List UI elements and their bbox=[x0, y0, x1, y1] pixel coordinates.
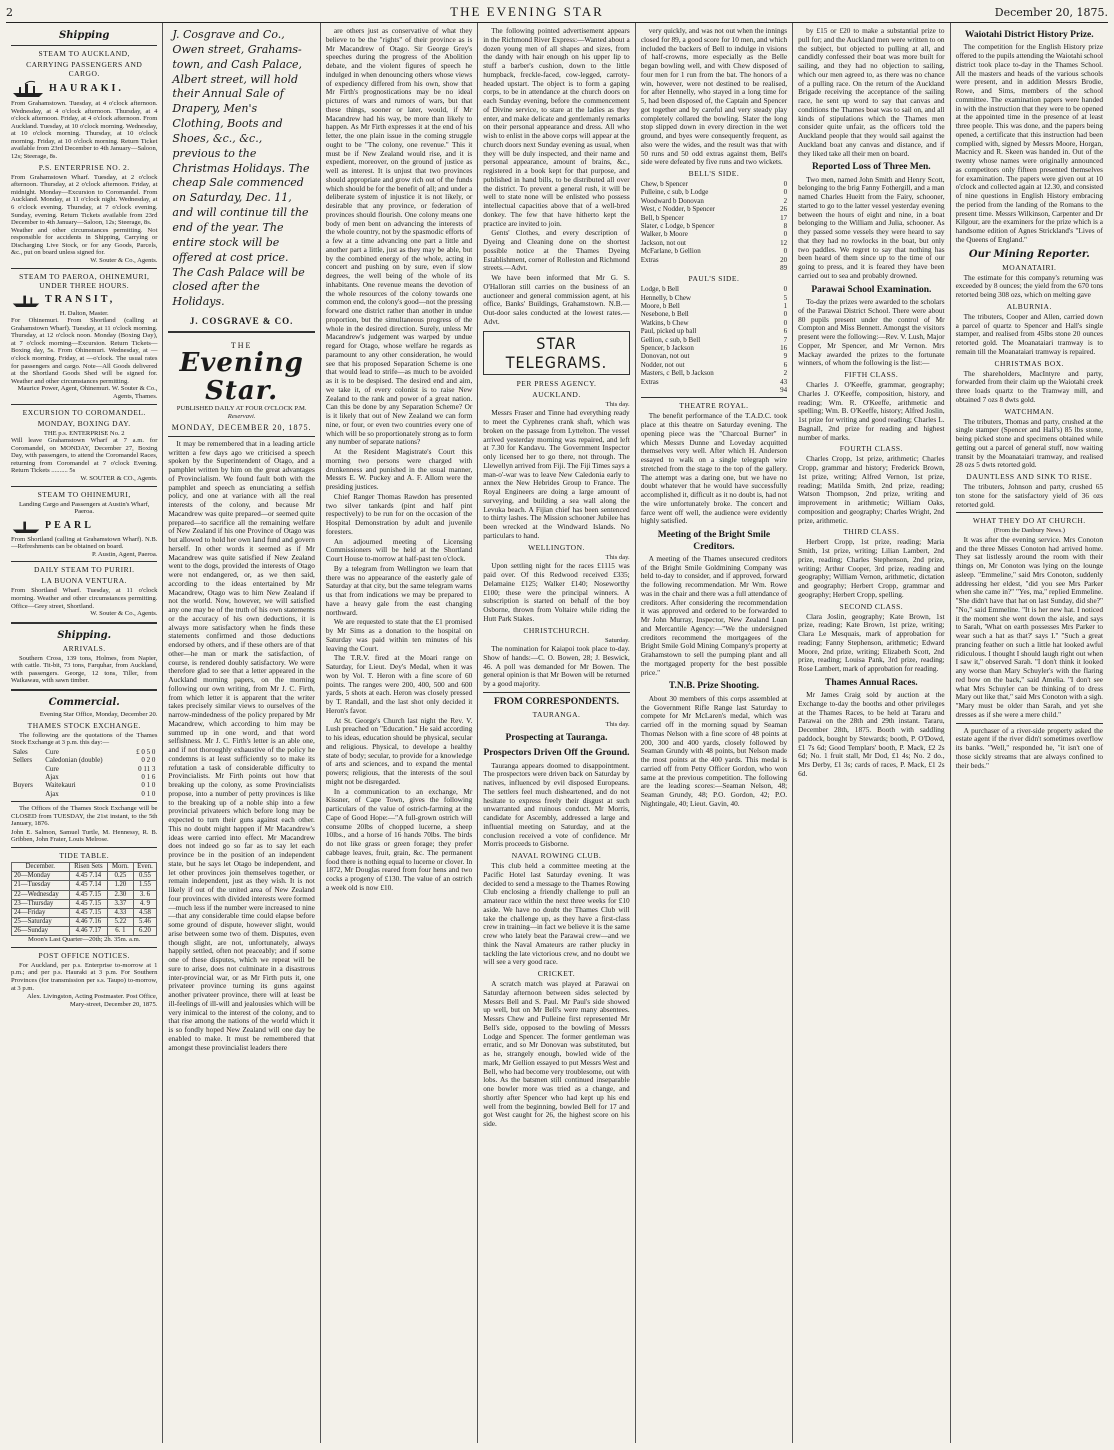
tide-row bbox=[12, 917, 157, 926]
fourth-class-body: Charles Cropp, 1st prize, arithmetic; Charles Cropp, grammar and history; Frederick Brown, 1st prize, writing; Alfred Vernon, 1st prize, reading; Matilda Smith, 2nd prize, reading; Watson Thompson, 2nd prize, writing and improvement in arithmetic; William Oaks, composition and geography; Charles Wright, 2nd prize, arithmetic. bbox=[798, 454, 945, 525]
transit-signature: Maurice Power, Agent, Ohinemuri. W. Souter & Co., Agents, Thames. bbox=[17, 385, 158, 400]
batsman: Jackson, not out bbox=[640, 238, 687, 247]
excursion-title: EXCURSION TO COROMANDEL. bbox=[22, 407, 146, 417]
scorecard-row bbox=[641, 319, 787, 327]
column-4-telegrams bbox=[478, 23, 635, 1443]
column-1-shipping bbox=[6, 23, 163, 1443]
batsman: Pulleine, c sub, b Lodge bbox=[640, 188, 709, 197]
star-telegrams-heading: STAR TELEGRAMS. bbox=[483, 331, 629, 375]
watchman-body: The tributers, Thomas and party, crushed at the single stamper (Spencer and Hall's) 85 lbs stone, being picked stone and specimens obtained while getting out a parcel of general stuff, now waiting transit by the Moanataiari tramway, and realised 28 ozs 5 dwts retorted gold. bbox=[955, 416, 1103, 470]
tide-cell: 4.45 7.15 bbox=[69, 908, 108, 917]
stock-cell bbox=[11, 765, 43, 773]
tide-cell: 4. 9 bbox=[133, 899, 157, 908]
third-class-body: Herbert Cropp, 1st prize, reading; Maria Smith, 1st prize, writing; Lilian Lambert, 2nd prize, reading; Charles Stephenson, 2nd prize, writing; Arthur Cooper, 3rd prize, reading and geography; William Vernon, arithmetic, dictation and geography; Herbert Cropp, grammar and geography; Herbert Cropp, spelling. bbox=[798, 537, 945, 599]
batsman: Bell, b Spencer bbox=[640, 213, 684, 222]
newspaper-title: THE EVENING STAR bbox=[450, 4, 604, 19]
exchange-members: John E. Salmon, Samuel Turtle, M. Hennessy, R. B. Gribben, John Frater, Louis Melrose. bbox=[11, 828, 158, 844]
batsman: Moore, b Bell bbox=[640, 302, 680, 311]
scorecard-row bbox=[641, 256, 787, 264]
batsman: Gellion, c sub, b Bell bbox=[640, 335, 701, 344]
tide-row bbox=[12, 899, 157, 908]
tide-cell: 1.55 bbox=[133, 881, 157, 890]
tide-cell: 23—Thursday bbox=[12, 899, 70, 908]
tide-header-cell: December. bbox=[12, 863, 70, 872]
pauls-side-scorecard bbox=[641, 285, 787, 394]
leader-dateline: MONDAY, DECEMBER 20, 1875. bbox=[171, 423, 312, 433]
batsman: Walker, b Moore bbox=[640, 230, 688, 239]
scorecard-row bbox=[641, 310, 787, 318]
tide-row bbox=[12, 872, 157, 881]
christchurch-heading: CHRISTCHURCH. bbox=[523, 625, 590, 635]
tide-header-cell: Even. bbox=[133, 863, 157, 872]
arrivals-body: Southern Cross, 139 tons, Holmes, from Napier, with cattle. Tit-bit, 73 tons, Farquhar, from Auckland, with passengers. George, 12 tons, Tiller, from Waikawau, with sawn timber. bbox=[11, 654, 158, 685]
batsman: Nesebone, b Bell bbox=[640, 310, 689, 319]
tide-cell: 6.20 bbox=[133, 927, 157, 936]
third-class-heading: THIRD CLASS. bbox=[843, 527, 900, 537]
runs: 0 bbox=[783, 188, 788, 197]
stock-cell: Sales bbox=[13, 747, 28, 756]
masthead bbox=[6, 4, 1108, 23]
batsman: McFarlane, b Gellion bbox=[640, 247, 701, 256]
runs: 6 bbox=[783, 327, 788, 336]
tide-cell: 21—Tuesday bbox=[12, 881, 70, 890]
tauranga-day: This day. bbox=[605, 721, 630, 729]
ship-name-transit: TRANSIT, bbox=[45, 293, 116, 305]
wellington-day: This day. bbox=[605, 553, 630, 561]
enterprise-note: Weather and other circumstances permitting. Not responsible for accidents in Shipping, Carrying or Discharging Live Stock, or for any Goods, Parcels, &c., put on board unless signed for. bbox=[11, 226, 158, 257]
scorecard-row bbox=[641, 361, 787, 369]
leader-continued: are others just as conservative of what they believe to be the "rights" of their province as is Mr Macandrew of Otago. Sir George Grey's speeches during the progress of the Abolition debate, and the violent figures of speech he indulged in when denouncing others whose views of expediency differed from his own, show that Mr Firth's prognostications may be no ideal pictures of wars and rumors of wars, but that these things, sooner or later, would, if Mr Macandrew had his way, be more than likely to happen. As Mr Firth expresses it at the end of his letter, the one plain issue in the coming struggle ought to be "The colony, one revenue." This it must be if New Zealand would rise, and it is expedient, moreover, on the ground of justice as well as interest. It is unjust that two provinces should appropriate and grow rich out of the funds which should be for the benefit of all; and under a deliberate system of injustice it is not likely, or desirable that any province, or federation of provinces should flourish. One colony means one body of men bent on advancing the interests of the whole country, not by the spasmodic efforts of a few at a time advancing one part a little and another part a little, just as they may be able, but by the combined energy of the whole, acting in concert and pushing on by sure, even if slow degrees, the well being of the whole of its inhabitants. One revenue means the devotion of the whole resources of the colony towards one common end, the colony's good—not the pressing forward one district rather than another in undue proportion, but the simultaneous progress of the whole in the desired direction. Surely, unless Mr Macandrew's judgement was warped by undue regard for Otago, whose welfare he regards as paramount to any other consideration, he would see that his proposed Separation Scheme is one that would lead to strife—as much to be avoided as it is to be despised. The desired end and aim, we take it, of every colonist is to raise New Zealand to the rank and power of a great nation. Can this be done by any Separation Scheme? Or is it likely that out of New Zealand we can form nine, or four, or even two countries every one of which will be so proportionately strong as to form any number of separate nations? bbox=[325, 26, 473, 447]
theatre-body: The benefit performance of the T.A.D.C. took place at this theatre on Saturday evening. The opening piece was the "Charcoal Burner" in which Messrs Dunne and Loveday acquitted themselves very well. After which H. Anderson essayed to walk on a single telegraph wire stretched from the stage to the top of the gallery. The attempt was a daring one, but we have no doubt whatever that he would have successfully accomplished it, difficult as it no doubt is, had not the wire unfortunately broke. The concert and farce went off well, the audience were evidently highly satisfied. bbox=[640, 411, 788, 526]
bells-side-heading: BELL'S SIDE. bbox=[688, 169, 740, 178]
news-weather: By a telegram from Wellington we learn that there was no appearance of the easterly gale of Saturday at that city, but the same telegram warns us that from indications we may be prepared to have a heavy gale from the east changing northward. bbox=[325, 563, 473, 617]
thames-races-heading: Thames Annual Races. bbox=[825, 677, 918, 688]
runs: 20 bbox=[780, 255, 788, 264]
ship-ad-pearl bbox=[11, 518, 157, 534]
stock-cell: Caledonian (double) bbox=[45, 756, 103, 765]
cosgrave-script-advert: J. Cosgrave and Co., Owen street, Grahams-town, and Cash Palace, Albert street, will hold their Annual Sale of Drapery, Men's Clothing, Boots and Shoes, &c., &c., previous to the Christmas Holidays. The cheap Sale commenced on Saturday, Dec. 11, and will continue till the end of the year. The entire stock will be offered at cost price. The Cash Palace will be closed after the Holidays. bbox=[172, 28, 310, 309]
puriri-signature: W. Souter & Co., Agents. bbox=[90, 610, 158, 618]
naval-rowing-heading: NAVAL ROWING CLUB. bbox=[511, 851, 602, 861]
scorecard-row bbox=[641, 327, 787, 335]
tide-cell: 2.30 bbox=[108, 890, 133, 899]
batsman: Extras bbox=[640, 255, 659, 264]
stock-cell: Cure bbox=[45, 747, 59, 756]
stock-row bbox=[11, 773, 157, 781]
dauntless-heading: DAUNTLESS AND SINK TO RISE. bbox=[966, 472, 1093, 482]
runs: 2 bbox=[783, 196, 788, 205]
scorecard-row bbox=[641, 294, 787, 302]
pearl-signature: P. Austin, Agent, Paeroa. bbox=[92, 550, 158, 558]
tide-cell: 1.20 bbox=[108, 881, 133, 890]
second-class-body: Clara Joslin, geography; Kate Brown, 1st prize, reading; Kate Brown, 1st prize, writing; Clara Le Mesquais, mark of approbation for reading; Fanny Stephenson, arithmetic; Edward Moore, 2nd prize, writing; Elizabeth Scott, 2nd prize, reading; Louisa Pank, 3rd prize, reading; Rose Lambert, mark of approbation for reading. bbox=[798, 611, 945, 674]
fifth-class-heading: FIFTH CLASS. bbox=[844, 370, 899, 380]
tide-row bbox=[12, 927, 157, 936]
runs: 6 bbox=[783, 360, 788, 369]
tide-cell: 26—Sunday bbox=[12, 927, 70, 936]
runs: 1 bbox=[783, 302, 788, 311]
scorecard-row bbox=[641, 239, 787, 247]
second-class-heading: SECOND CLASS. bbox=[839, 601, 904, 611]
news-hospital-donation: We are requested to state that the £1 promised by Mr Sims as a donation to the hospital on Saturday was paid within ten minutes of his leaving the Court. bbox=[325, 617, 473, 653]
stock-cell bbox=[11, 790, 43, 798]
runs: 7 bbox=[783, 335, 788, 344]
steamship-icon bbox=[11, 518, 41, 534]
scorecard-row bbox=[641, 214, 787, 222]
waiotahi-prize-body: The competition for the English History prize offered to the pupils attending the Waiotahi school district took place to-day in the Thames School. All the masters and heads of the various schools were present, and in addition Messrs Brodie, Rowe, and Sims, members of the school committee. The examination papers were handed in with the instruction that they were to be opened at the appointed time in the presence of at least three people. This was done, and the papers being opened, a certificate that this instruction had been complied with, signed by Messrs Moore, Horgan, Macnicy and R. Skeen was handed in. Out of the twenty whose names were originally announced as competitors only fifteen presented themselves for examination. The papers were given out at 10 o'clock and collected again at 12.30, and consisted of nine questions in English History embracing the period from the landing of the Romans to the present time. Messrs Wilkinson, Carpenter and Dr Kilgour, are the examiners for the prize which is a handsome edition of Agnes Strickland's "Lives of the Queens of England." bbox=[955, 42, 1103, 244]
scorecard-row bbox=[641, 369, 787, 377]
waiotahi-prize-heading: Waiotahi District History Prize. bbox=[964, 30, 1094, 40]
runs: 17 bbox=[780, 213, 788, 222]
commercial-heading: Commercial. bbox=[48, 697, 120, 709]
steamship-icon bbox=[11, 292, 41, 308]
tauranga-heading: TAURANGA. bbox=[532, 710, 581, 720]
stock-cell: £ 0 5 0 bbox=[136, 747, 156, 756]
tide-header-cell: Risen Sets bbox=[69, 863, 108, 872]
stock-quotes-table bbox=[11, 748, 157, 798]
scorecard-row bbox=[641, 230, 787, 238]
column-2-cosgrave-leader bbox=[163, 23, 320, 1443]
correspondents-heading: FROM CORRESPONDENTS. bbox=[493, 696, 620, 707]
reported-loss-heading: Reported Loss of Three Men. bbox=[812, 162, 931, 173]
tide-table bbox=[11, 862, 157, 936]
stock-cell: Ajax bbox=[45, 789, 59, 798]
bright-smile-body: A meeting of the Thames unsecured creditors of the Bright Smile Goldmining Company was held to-day to consider, and if approved, forward the following recommendation. Mr Wm. Rowe was in the chair and there was a full attendance of creditors. After considering the recommendation it was approved and ordered to be forwarded to Mr John Murray, Inspector, New Zealand Loan and Mercantile Agency:—"We the undersigned creditors recommend the mortgagees of the Bright Smile Gold Mining Company's property at Grahamstown to sell the pumping plant and all the mortgaged property for the best possible price." bbox=[640, 553, 788, 677]
nameplate-published: PUBLISHED DAILY AT FOUR O'CLOCK P.M. bbox=[176, 405, 307, 413]
scorecard-row bbox=[641, 205, 787, 213]
christmas-box-body: The shareholders, MacIntyre and party, forwarded from their claim up the Waiotahi creek three loads quartz to the Tramway mill, and obtained 7 ozs 8 dwts gold. bbox=[955, 368, 1103, 404]
prospecting-body: Tauranga appears doomed to disappointment. The prospectors were driven back on Saturday by natives, influenced by evil disposed Europeans. The settlers feel much disheartened, and do not hesitate to express freely their disgust at such unwarranted and ruinous conduct. Mr Morris, candidate for Ascembly, addressed a large and influential meeting on Saturday, and at the conclusion received a vote of confidence. Mr Morris proceeds to Gisborne. bbox=[483, 760, 630, 849]
exchange-title: THAMES STOCK EXCHANGE. bbox=[27, 720, 141, 730]
parawai-school-body: To-day the prizes were awarded to the scholars of the Parawai District School. There were about 80 pupils present under the control of Mr Compton and Miss Bennett. Amongst the visitors present were the following:—Rev. V. Lush, Major Copper, Mr Spencer, and Mr Vernon. Mrs Mackay awarded the prizes to the fortunate winners, of whom the following is the list:— bbox=[798, 297, 945, 368]
batsman: West, c Nodder, b Spencer bbox=[640, 205, 715, 214]
prospectors-heading: Prospectors Driven Off the Ground. bbox=[483, 748, 630, 759]
scorecard-row bbox=[641, 247, 787, 255]
excursion-signature: W. SOUTER & CO., Agents. bbox=[80, 474, 158, 482]
news-rifle-range: The T.R.V. fired at the Moari range on Saturday, for Lieut. Dey's Medal, when it was won by Vol. T. Heron with a fine score of 60 points. The ranges were 200, 400, 500 and 600 yards, 5 shots at each. Heron was closely pressed by T. Randall, and the last shot only decided it Heron's favor. bbox=[325, 653, 473, 715]
mining-reporter-heading: Our Mining Reporter. bbox=[968, 248, 1090, 260]
enterprise-title: P.S. ENTERPRISE NO. 2. bbox=[38, 162, 130, 172]
stock-row bbox=[11, 790, 157, 798]
stock-cell: 0 11 3 bbox=[138, 764, 156, 773]
columns bbox=[6, 23, 1108, 1443]
runs: 89 bbox=[780, 263, 788, 272]
post-office-body: For Auckland, per p.s. Enterprise to-morrow at 1 p.m.; and per p.s. Hauraki at 3 p.m. For Southern Provinces (for transmission per s.s. Taupo) to-morrow, at 3 p.m. bbox=[11, 961, 158, 992]
page-number: 2 bbox=[6, 6, 13, 19]
post-office-signature: Alex. Livingston, Acting Postmaster. Post Office, Mary-street, December 20, 1875. bbox=[26, 993, 158, 1008]
runs: 94 bbox=[780, 385, 788, 394]
scorecard-row bbox=[641, 352, 787, 360]
alburnia-body: The tributers, Cooper and Allen, carried down a parcel of quartz to Spencer and Hall's single stamper, and realised from 45lbs stone 20 ounces retorted gold. The Moanataiari tramway is to remain till the Moanataiari tramway is repaired. bbox=[955, 311, 1103, 356]
tnb-body: About 30 members of this corps assembled at the Government Rifle Range last Saturday to compete for Mr McLaren's medal, which was carried off in the morning squad by Seaman Thomas Nelson with a fine score of 48 points at 200, 300 and 400 yards, closely followed by Seaman Grundy with 48 points, but Nelson made the most points at the 400 yards. This medal is carried off from Petty Officer Gordon, who won same at the previous competition. The following are the leading scores:—Seaman Nelson, 48; Seaman Grundy, 48; P.O. Gordon, 42; P.O. Nightingale, 40; Lieut. Gavin, 40. bbox=[640, 693, 788, 808]
scorecard-row bbox=[641, 386, 787, 394]
runs: 26 bbox=[780, 205, 788, 214]
auckland-body: Messrs Fraser and Tinne had everything ready to meet the Cyphrenes crank shaft, which was broken on the passage from Lyttelton. The vessel arrived yesterday morning was repaired, and left at 7.30 for Kandavu. The Government Inspector only licensed her to go there, not through. The Llewellyn arrived from Fiji. The Fiji Times says a man-o'-war was to leave New Caledonia early to annex the New Hebrides Group to France. The Royal Engineers are doing a large amount of surveying, and building a sea wall along the Levuka beach. A Fijian chief has been sentenced to thirty lashes. The Mission schooner Jubilee has been wrecked at the Windward Islands. No particulars to hand. bbox=[483, 408, 630, 540]
runs: 0 bbox=[783, 247, 788, 256]
stock-cell: Ajax bbox=[45, 772, 59, 781]
issue-date: December 20, 1875. bbox=[994, 6, 1108, 19]
church-heading: WHAT THEY DO AT CHURCH. bbox=[972, 516, 1086, 526]
naval-rowing-body: This club held a committee meeting at the Pacific Hotel last Saturday evening. It was decided to send a message to the Thames Rowing Club enclosing a friendly challenge to pull an amateur race within the next three weeks for £10 aside. We have no doubt the Thames Club will take the challenge up, as they have a first-class crew in training—in fact we believe it is the same crew who lately beat the Parawai crew—and we think the Naval Amateurs are rather plucky in tackling the late victorious crew, and no doubt we will see a very good race. bbox=[483, 861, 630, 967]
bright-smile-heading: Meeting of the Bright Smile Creditors. bbox=[657, 530, 771, 552]
runs: 9 bbox=[783, 352, 788, 361]
paeroa-title: STEAM TO PAEROA, OHINEMURI, UNDER THREE HOURS. bbox=[19, 271, 150, 290]
stock-cell: Sellers bbox=[13, 756, 33, 765]
auckland-day: This day. bbox=[605, 400, 630, 408]
newspaper-nameplate bbox=[168, 341, 314, 420]
enterprise-schedule: From Grahamstown Wharf. Tuesday, at 2 o'clock afternoon. Thursday, at 2 o'clock afternoon. Friday, at midnight. Monday—Excursion to Coromandel. From Auckland. Monday, at 11 o'clock night. Wednesday, at 6 o'clock evening. Thursday, at 7 o'clock evening. Sunday, evening. Return Tickets available from 23rd December to 4th January—Saloon, 12s; Steerage, 8s. bbox=[11, 173, 158, 227]
scorecard-row bbox=[641, 180, 787, 188]
stock-cell: Cure bbox=[45, 764, 59, 773]
theatre-heading: THEATRE ROYAL. bbox=[679, 401, 749, 411]
news-education-sermon: At St. George's Church last night the Rev. V. Lush preached on "Education." He said according to his ideas, education should be physical, secular and religious. Physical, to develope a healthy state of body; secular, to provide for a knowledge of arts and sciences, and to expand the mental powers; religious, that the interests of the soul might not be disregarded. bbox=[325, 715, 473, 786]
tide-cell: 6. 1 bbox=[108, 927, 133, 936]
enterprise-signature: W. Souter & Co., Agents. bbox=[90, 256, 158, 264]
bells-side-scorecard bbox=[641, 180, 787, 272]
stock-row bbox=[11, 765, 157, 773]
batsman: Chew, b Spencer bbox=[640, 180, 688, 188]
tide-cell: 4.45 7.14 bbox=[69, 881, 108, 890]
runs: 0 bbox=[783, 318, 788, 327]
puriri-body: From Shortland Wharf. Tuesday, at 11 o'clock morning. Weather and other circumstances permitting. Office—Grey street, Shortland. bbox=[11, 587, 158, 610]
advt-auctioneer: We have been informed that Mr G. S. O'Halloran still carries on the business of an auctioneer and general commission agent, at his office, Banks' Buildings, Grahamstown. N.B.—Out-door sales conducted at the lowest rates.—Advt. bbox=[483, 273, 630, 326]
scorecard-row bbox=[641, 197, 787, 205]
tide-row bbox=[12, 890, 157, 899]
cricket-body: A scratch match was played at Parawai on Saturday afternoon between sides selected by Messrs Bell and S. Paul. Mr Paul's side showed up well, but on Mr Bell's were many absentees. Messrs Chew and Pulleine first represented Mr Bell's side, opposed to the bowling of Messrs Lodge and Spencer. The former gentleman was erratic, and so Mr Donovan was substituted, but as he, strangely enough, bowled wide of the mark, Mr Gellion essayed to put Messrs West and Bell, who had become very troublesome, out with lobs. As the batsmen still continued inseparable one bowler more was tried as a change, and shortly after Spencer who had kept up his end well from the beginning, bowled Bell for 17 and got West caught for 26, the highest score on his side. bbox=[483, 979, 630, 1129]
tide-header-cell: Morn. bbox=[108, 863, 133, 872]
news-ostrich-farming: In a communication to an exchange, Mr Kissner, of Cape Town, gives the following particulars of the value of ostrich-farming at the Cape of Good Hope:—"A full-grown ostrich will consume 20lbs of chopped lucerne, a sheep 10lbs., and a horse of 16 hands 70lbs. The birds do not like grass or green forage; they prefer cabbage leaves, fruit, grain, &c. The permanent food there is nothing equal to lucerne or clover. In 1872, Mr Douglas reared from four hens and two cocks a progeny of £130. The value of an ostrich a week old is now £10. bbox=[325, 786, 473, 892]
runs: 0 bbox=[783, 285, 788, 294]
moanataiari-body: The estimate for this company's returning was exceeded by 8 ounces; the yield from the 670 tons retorted being 308 ozs, which on melting gave bbox=[955, 272, 1103, 300]
tide-cell: 25—Saturday bbox=[12, 917, 70, 926]
puriri-sub: LA BUONA VENTURA. bbox=[41, 576, 128, 586]
batsman: Donovan, not out bbox=[640, 352, 690, 361]
scorecard-row bbox=[641, 188, 787, 196]
runs: 5 bbox=[783, 293, 788, 302]
commercial-dateline: Evening Star Office, Monday, December 20. bbox=[39, 711, 158, 719]
scorecard-row bbox=[641, 378, 787, 386]
steam-auckland-sub: CARRYING PASSENGERS AND CARGO. bbox=[26, 60, 143, 78]
stock-cell: Buyers bbox=[13, 781, 33, 790]
ship-ad-hauraki bbox=[11, 80, 157, 98]
tide-row bbox=[12, 908, 157, 917]
excursion-body: Will leave Grahamstown Wharf at 7 a.m. for Coromandel, on MONDAY, December 27, Boxing Day, with passengers, to attend the Coromandel Races, returning from Coromandel at 7 o'clock Evening. Return Tickets .......... 5s bbox=[11, 437, 158, 475]
tide-cell: 4.45 7.15 bbox=[69, 899, 108, 908]
runs: 0 bbox=[783, 180, 788, 188]
tide-cell: 4.45 7.14 bbox=[69, 872, 108, 881]
tnb-heading: T.N.B. Prize Shooting. bbox=[668, 681, 759, 692]
stock-cell: 0 2 0 bbox=[141, 756, 156, 765]
tide-cell: 4.46 7.17 bbox=[69, 927, 108, 936]
wellington-body: Upon settling night for the races £1115 was paid over. Of this Redwood received £335; Delamaine £125; Walker £140; Noseworthy £100; these were the principal winners. A subscription is started on behalf of the boy Osborne, thrown from Voltaire while riding the Hutt Park Stakes. bbox=[483, 561, 630, 623]
batsman: Slater, c Lodge, b Spencer bbox=[640, 221, 715, 230]
column-7-mining-church bbox=[951, 23, 1108, 1443]
post-office-title: POST OFFICE NOTICES. bbox=[38, 950, 130, 960]
ship-name-pearl: PEARL bbox=[45, 519, 94, 531]
cosgrave-signature: J. COSGRAVE & CO. bbox=[189, 316, 294, 327]
excursion-sub: MONDAY, BOXING DAY. bbox=[37, 418, 131, 428]
stock-cell: Waitekauri bbox=[45, 781, 76, 790]
christchurch-day: Saturday. bbox=[605, 636, 630, 644]
christchurch-body: The nomination for Kaiapoi took place to-day. Show of hands:—C. O. Bowen, 28; J. Beswick, 46. A poll was demanded for Mr Bowen. The general opinion is that Mr Bowen will be returned by a good majority. bbox=[483, 644, 630, 689]
stock-cell: 0 1 6 bbox=[141, 772, 156, 781]
christmas-box-heading: CHRISTMAS BOX. bbox=[994, 358, 1065, 368]
exchange-closed-notice: The Offices of the Thames Stock Exchange will be CLOSED from TUESDAY, the 21st instant, to the 5th January, 1876. bbox=[11, 805, 158, 828]
church-body: It was after the evening service. Mrs Conoton and the three Misses Conoton had arrived home. They sat listlessly around the room with their things on, Mr Conoton was lying on the lounge asleep. "Emmeline," said Mrs Conoton, suddenly addressing her eldest, "did you see Mrs Parker when she came in?" "Yes, ma," replied Emmeline. "She didn't have that hat on last Sunday, did she?" "No," said Emmeline. "It is her new hat. I noticed it the moment she went down the aisle, and says to Sarah, 'What on earth possesses Mrs Parker to wear such a hat as that?' says I." "Such a great prancing feather on such a little hat looked awful ridiculous. I thought I should laugh right out when I saw it," observed Sarah. "I don't think it looked any worse than Mary Schuyler's with the flaring red bow on the back," said Amelia. "I don't see what Mrs Schuyler can be thinking of to dress Mary out like that," said Mrs Conoton with a sigh. "Mary must be older than Sarah, and yet she dresses as if she were a mere child." bbox=[955, 534, 1103, 719]
batsman: Hennelly, b Chew bbox=[640, 293, 691, 302]
pearl-body: From Shortland (calling at Grahamstown Wharf). N.B.—Refreshments can be obtained on board. bbox=[11, 535, 158, 551]
cricket-heading: CRICKET. bbox=[537, 969, 576, 979]
steamship-icon bbox=[11, 80, 45, 98]
column-5-sport-theatre bbox=[636, 23, 793, 1443]
stock-cell: 0 1 0 bbox=[141, 781, 156, 790]
auckland-heading: AUCKLAND. bbox=[532, 389, 581, 399]
runs: 12 bbox=[780, 238, 788, 247]
tide-cell: 24—Friday bbox=[12, 908, 70, 917]
runs: 2 bbox=[783, 369, 788, 378]
tide-cell: 3.37 bbox=[108, 899, 133, 908]
column-3-local-news bbox=[321, 23, 478, 1443]
tide-row bbox=[12, 881, 157, 890]
scorecard-row bbox=[641, 344, 787, 352]
batsman: Woodward b Donovan bbox=[640, 196, 704, 205]
runs: 0 bbox=[783, 310, 788, 319]
runs: 8 bbox=[783, 221, 788, 230]
shipping-heading: Shipping bbox=[59, 30, 110, 41]
shipping-news-heading: Shipping. bbox=[57, 629, 112, 641]
tide-cell: 22—Wednesday bbox=[12, 890, 70, 899]
nameplate-title: Evening Star. bbox=[179, 348, 304, 406]
tide-cell: 4.58 bbox=[133, 908, 157, 917]
puriri-title: DAILY STEAM TO PURIRI. bbox=[33, 565, 135, 575]
news-rm-court: At the Resident Magistrate's Court this morning two persons were charged with drunkenness and punished in the usual manner, Messrs E. W. Puckey and A. F. Allom were the presiding justices. bbox=[325, 447, 473, 491]
watchman-heading: WATCHMAN. bbox=[1004, 406, 1055, 416]
parawai-school-heading: Parawai School Examination. bbox=[811, 284, 932, 295]
nameplate-the: THE bbox=[230, 340, 253, 350]
ohinemuri-sub: Landing Cargo and Passengers at Austin's Wharf, Paeroa. bbox=[19, 500, 150, 516]
ship-ad-transit bbox=[11, 292, 157, 308]
news-licensing: An adjourned meeting of Licensing Commissioners will be held at the Shortland Court House to-morrow at half-past ten o'clock. bbox=[325, 536, 473, 563]
church-source: (From the Danbury News.) bbox=[993, 527, 1065, 535]
moanataiari-heading: MOANATAIRI. bbox=[1002, 262, 1057, 272]
tide-cell: 4.45 7.15 bbox=[69, 890, 108, 899]
press-agency-sub: PER PRESS AGENCY. bbox=[516, 378, 597, 388]
scorecard-row bbox=[641, 264, 787, 272]
tide-cell: 5.22 bbox=[108, 917, 133, 926]
scorecard-row bbox=[641, 285, 787, 293]
batsman: Nodder, not out bbox=[640, 360, 685, 369]
tide-cell: 4.46 7.16 bbox=[69, 917, 108, 926]
batsman: Spencer, b Jackson bbox=[640, 344, 694, 353]
reported-loss-body: Two men, named John Smith and Henry Scott, belonging to the brig Fanny Fothergill, and a man named Charles Hueitt from the Fairy, schooner, started to go to the latter vessel yesterday evening between the hours of eight and nine, in a boat belonging to the William and Julia, schooner. As they passed some vessels they were heard to say that they had no rowlocks in the boat, but only two paddles. We regret to say that nothing has been heard of them since up to the time of our going to press, and it is feared they have been carried out to sea and probably drowned. bbox=[798, 174, 945, 280]
river-purchaser-body: A purchaser of a river-side property asked the estate agent if the river didn't sometimes overflow its banks. "Well," responded he, "it isn't one of those sickly streams that are always confined to their beds." bbox=[955, 725, 1103, 770]
stock-row bbox=[11, 748, 157, 756]
batsman: Masters, c Bell, b Jackson bbox=[640, 369, 714, 378]
exchange-intro: The following are the quotations of the Thames Stock Exchange at 3 p.m. this day:— bbox=[11, 731, 158, 747]
transit-master: H. Dalton, Master. bbox=[59, 309, 109, 317]
stock-cell bbox=[11, 773, 43, 781]
arrivals-heading: ARRIVALS. bbox=[62, 643, 106, 653]
nameplate-reserved: Reservavi. bbox=[227, 412, 256, 420]
runs: 43 bbox=[780, 377, 788, 386]
tide-cell: 3. 6 bbox=[133, 890, 157, 899]
excursion-ship: THE p.s. ENTERPRISE No. 2 bbox=[43, 429, 125, 437]
tide-cell: 20—Monday bbox=[12, 872, 70, 881]
pauls-side-heading: PAUL'S SIDE. bbox=[688, 274, 740, 284]
hauraki-schedule: From Grahamstown. Tuesday, at 4 o'clock afternoon. Wednesday, at 4 o'clock afternoon. Thursday, at 4 o'clock afternoon. Friday, at 4 o'clock afternoon. From Auckland. Tuesday, at 10 o'clock morning. Wednesday, at 10 o'clock morning. Thursday, at 10 o'clock morning. Friday, at 10 o'clock morning. Return Ticket available from 23rd December to 4th January—Saloon, 12s; Steerage, 8s. bbox=[11, 100, 158, 161]
thames-races-body: Mr James Craig sold by auction at the Exchange to-day the booths and other privileges at the Thames Races, to be held at Tararu and Parawai on the 28th and 29th instant. Tararu, December 28th, 1875. Booth with saddling paddock, bought by Stewards; booth, P. O'Dowd, £1 7s 6d; Good Templars' booth, P. Mack, £2 2s 6d; No. 1 fruit stall, Mr Dod, £1 4s; No. 2 do., Mrs Derby, £1 3s; cards of races, P. Mack, £1 2s 6d. bbox=[798, 690, 945, 778]
stock-cell: 0 1 0 bbox=[141, 789, 156, 798]
scorecard-row bbox=[641, 222, 787, 230]
tide-table-title: TIDE TABLE. bbox=[59, 851, 110, 861]
news-tankards: Chief Ranger Thomas Rawdon has presented two silver tankards (pint and half pint respectively) to be run for on the occasion of the Hospital Demonstration by adult and juvenile foresters. bbox=[325, 491, 473, 536]
runs: 0 bbox=[783, 230, 788, 239]
boat-race-continued: by £15 or £20 to make a substantial prize to pull for; and the Auckland men were written to on the subject, but objected to pulling at all, and candidly confessed their boat was more built for sailing, and they had no objection to sailing, which our men agreed to, as there was no chance of a pulling race. On the return of the Auckland Brigade receiving the acceptance of the sailing race, he sent up word to say that canvas and conditions the Thames boat was to sail on, and all kinds of stipulations which the Thames men consider quite unfair, as the officers told the Auckland people that they would sail against the Auckland boat any canvas and distance, and if they liked take all their men on board. bbox=[798, 26, 945, 158]
tide-cell: 0.55 bbox=[133, 872, 157, 881]
steam-auckland-title: STEAM TO AUCKLAND, bbox=[38, 49, 130, 58]
runs: 16 bbox=[780, 344, 788, 353]
transit-schedule: For Ohinemuri. From Shortland (calling at Grahamstown Wharf). Tuesday, at 11 o'clock morning. Thursday, at 12 o'clock noon. Monday (Boxing Day), at 7 o'clock morning—Excursion. Return Tickets—Boxing day, 5s. From Ohinemuri. Wednesday, at —o'clock morning. Friday, at —o'clock. The usual rates for passengers and cargo. Note—All Goods delivered at the Shortland Goods Shed will be signed for. Weather and other circumstances permitting. bbox=[11, 317, 158, 385]
batsman: Paul, picked up ball bbox=[640, 327, 697, 336]
dauntless-body: The tributers, Johnson and party, crushed 65 ton stone for the satisfactory yield of 36 ozs retorted gold. bbox=[955, 482, 1103, 509]
stock-row bbox=[11, 756, 157, 764]
ship-name-hauraki: HAURAKI. bbox=[49, 83, 124, 94]
prospecting-heading: Prospecting at Tauranga. bbox=[505, 732, 608, 743]
batsman: Watkins, b Chew bbox=[640, 318, 689, 327]
ohinemuri-title: STEAM TO OHINEMURI, bbox=[37, 489, 131, 499]
tide-cell: 5.46 bbox=[133, 917, 157, 926]
batsman: Lodge, b Bell bbox=[640, 285, 680, 294]
fifth-class-body: Charles J. O'Keeffe, grammar, geography; Charles J. O'Keeffe, composition, history, and reading; Wm. R. O'Keeffe, arithmetic and spelling; Wm. B. O'Keeffe, history; Alfred Joslin, 1st prize for writing and good reading; Charles L. Bagnall, 2nd prize for reading and highest number of marks. bbox=[798, 380, 945, 442]
cricket-continued: very quickly, and was not out when the innings closed for 89, a good score for 10 men, and which included the backers of Bell to indulge in visions of half-crowns, more especially as the Belle began bowling well, and with Chew disposed of four men for 1 run from the bat. The honors of a win, however, were not destined to be realised, for after Hennelly, who stayed in a long time for 5, had been disposed of, the Captain and Spencer got together and by careful and very steady play completely collared the bowling. Slater the long stop slipped down in every direction in the wet ground, and byes were consequently frequent, as also were the wides, and the result was that with 50 runs and 50 odd extras against them, Bell's side were defeated by five runs and two wickets. bbox=[640, 26, 788, 167]
fourth-class-heading: FOURTH CLASS. bbox=[839, 444, 903, 454]
batsman: Extras bbox=[640, 377, 659, 386]
alburnia-heading: ALBURNIA. bbox=[1006, 301, 1052, 311]
moon-phase: Moon's Last Quarter—20th; 2h. 35m. a.m. bbox=[28, 936, 141, 944]
tide-cell: 4.33 bbox=[108, 908, 133, 917]
news-gaping-corps: The following pointed advertisement appears in the Richmond River Express:—Wanted about a dozen young men of all shapes and sizes, from the dandy with hair enough on his upper lip to stuff a barber's cushion, down to the little humpback, freckle-faced, cow-legged, carroty-headed upstart. The object is to form a gaping corps, to be in attendance at the church doors on each Sunday evening, before the commencement of Divine service, to stare at the ladies as they enter, and make delicate and gentlemanly remarks on their personal appearance and dress. All who wish to enlist in the above corps will appear at the church doors next Sunday evening as usual, when they will be duly inspected, and their name and personal appearance, amount of brains, &c., registered in a book kept for that purpose, and published in hand bills, to be distributed all over the district. To prevent a general rush, it will be well to state none will be enlisted who possess intellectual capacities above that of a well-bred donkey. The few that have hitherto kept the practice are invited to join. bbox=[483, 26, 630, 228]
scorecard-row bbox=[641, 302, 787, 310]
advt-dyeing: Gents' Clothes, and every description of Dyeing and Cleaning done on the shortest possible notice at the Thames Dyeing Establishment, corner of Rolleston and Richmond streets.—Advt. bbox=[483, 228, 630, 273]
leader-article: It may be remembered that in a leading article written a few days ago we criticised a speech spoken by the Superintendent of Otago, and a pamphlet written by him on the great advantages of Provincialism. We found fault both with the pamphlet and speech as enunciating a selfish policy, and one at variance with all the real interests of the colony, and because Mr Macandrew was quite prepared—or seemed quite prepared—to sacrifice all the remaining welfare of New Zealand if his one Province of Otago was but allowed to hold her own land fund and govern herself. In other words it seemed as if Mr Macandrew was quite satisfied if New Zealand went to the dogs, provided the interests of Otago were not endangered, or, as we then said, according to the ideas entertained by Mr Macandrew, Otago was to him New Zealand if not the world. Now, however, we will satisfied any one may be of the truth of his own statements or the accuracy of his own deductions, it is always more satisfactory when he finds these statements confirmed and those deductions endorsed by others, and if these others are of that other—he man or mark the satisfaction, of course, is rendered doubly satisfactory. We were therefore glad to see that a letter appeared in the Auckland morning papers, on the morning following our own writing, from Mr J. C. Firth, from which letter it is apparent that the writer takes precisely similar views to ourselves of the narrow-mindedness of the policy prepared by Mr Macandrew, which according to him may be summed up in one word, and that word selfishness. Mr J. C. Firth's letter is an able one, and if not thoroughly exhaustive of the policy he condemns is at least sufficiently so to make its refutation a task of considerable difficulty to Provincialists. Mr Firth points out how that breaking up the colony, as some Provincialists propose, into a number of petty provinces is like to the breaking up of a noble ship into a few provincial privateers which before long may be expected to turn their guns against each other. This no doubt might happen if Mr Macandrew's ideas were carried into effect. Mr Macandrew does not indeed go so far as to say let each province be in the position of an independent state, but he says let Otago be independent, and let other provinces join themselves together, or remain independent, just as they wish. It is not likely if out of the united area of New Zealand four provinces with divided interests were formed—much less if the number were increased to nine—that any considerable time could elapse before some ground of dispute, however slight, would arise between some two of them. Disputes, even though slight, are not, unfortunately, always happily settled, often not peaceably; and if some one of these disputes, which we repeat will be sure to arise, does not culminate in a disastrous inter-provincial war, or as Mr Firth puts it, one privateer province turning its guns against another privateer province, there will at least be ill-feelings of ill-will and jealousies which will be very inimical to the interest of the colony, and to that rise among the nations of the world which it is so fondly hoped New Zealand will one day be enabled to make. It must be remembered that amongst these provincialist leaders there bbox=[168, 438, 315, 1052]
column-6-school-races bbox=[793, 23, 950, 1443]
tide-cell: 0.25 bbox=[108, 872, 133, 881]
scorecard-row bbox=[641, 336, 787, 344]
wellington-heading: WELLINGTON. bbox=[528, 542, 585, 552]
stock-row bbox=[11, 781, 157, 789]
